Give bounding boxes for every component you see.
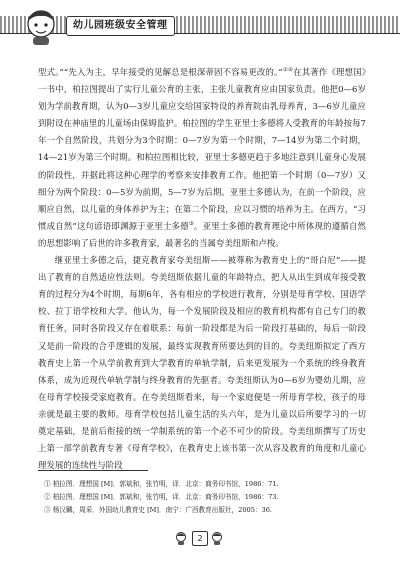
page-number: 2: [192, 531, 208, 546]
child-mascot-icon: [20, 6, 62, 46]
body-text: [38, 64, 366, 474]
right-mascot-icon: [210, 531, 224, 545]
paragraph-1-start: 型式。”“先入为主，早年接受的见解总是根深蒂固不容易更改的。”: [38, 67, 283, 77]
footnote-ref-2[interactable]: ②: [288, 67, 294, 74]
page-footer: [172, 528, 228, 548]
left-mascot-icon: [174, 531, 188, 545]
paragraph-1-body: 在其著作《理想国》一书中，柏拉图提出了实行儿童公育的主张，主张儿童教育应由国家负责。他把0—6岁划为学前教育期，认为0—3岁儿童应交给国家特设的养育院由乳母养育，3—6岁儿童应到附设在神庙里的儿童场由保姆监护。柏拉图的学生亚里士多德将人受教育的年龄按每7年一个自然阶段，共划分为3个时期：0—7岁为第一个时期，7—14岁为第二个时期，14—21岁为第三个时期。和柏拉图相比较，亚里士多德更趋于多地注意到儿童身心发展的阶段性，并据此将这种心理学的考察来安排教育工作。他把第一个时期（0—7岁）又细分为两个阶段：0—5岁为前期，5—7岁为后期。亚里士多德认为，在前一个阶段，应顺应自然，以儿童的身体养护为主；在第二个阶段，应以习惯的培养为主。在西方，“习惯成自然”这句谚语即渊源于亚里士多德: [38, 67, 367, 231]
header-title: 幼儿园班级安全管理: [66, 16, 175, 36]
footnote-1: ① 柏拉图．理想国 [M]．郭斌和，张竹明，译．北京：商务印书馆，1986：71.: [44, 480, 279, 488]
footnote-ref-1[interactable]: ①: [282, 67, 289, 74]
footnote-divider: [38, 470, 148, 471]
paragraph-1-end: 。亚里士多德的教育理论中所体现的遵循自然的思想影响了后世的许多教育家，最著名的当属夸美纽斯和卢梭。: [38, 220, 366, 248]
footnote-2: ② 柏拉图．理想国 [M]．郭斌和，张竹明，译．北京：商务印书馆，1986：73.: [44, 493, 279, 501]
footnote-ref-3[interactable]: ③: [188, 221, 194, 228]
footnotes: [44, 478, 364, 517]
page-header: [0, 0, 400, 52]
paragraph-1: [38, 64, 366, 252]
footnote-3: ③ 杨汉麟，周采．外国幼儿教育史 [M]．南宁：广西教育出版社，2005：36.: [44, 506, 272, 514]
paragraph-2: 继亚里士多德之后，捷克教育家夸美纽斯——被尊称为教育史上的“哥白尼”——提出了教育的自然适应性法则。夸美纽斯依据儿童的年龄特点，把人从出生到成年接受教育的过程分为4个时期，每期6年，各有相应的学校进行教育，分别是母育学校、国语学校、拉丁语学校和大学。他认为，每一个发展阶段及相应的教育机构都有自己专门的教育任务，同时各阶段又存在着联系：每前一阶段都是为后一阶段打基础的，每后一阶段又是前一阶段的合乎逻辑的发展，最终实现教育所要达到的目的。夸美纽斯拟定了西方教育史上第一个从学前教育到大学教育的单轨学制，后来更发展为一个系统的终身教育体系，成为近现代单轨学制与终身教育的先驱者。夸美纽斯认为0—6岁为婴幼儿期，应在母育学校接受家庭教育。在夸美纽斯看来，每一个家庭便是一所母育学校，孩子的母亲就是最主要的教师。母育学校包括儿童生活的头六年，是为儿童以后所要学习的一切奠定基础，是前后衔接的统一学制系统的第一个必不可少的阶段。夸美纽斯撰写了历史上第一部学前教育专著《母育学校》，在教育史上该书第一次从容及教育的角度和儿童心理发展的连续性与阶段: [38, 255, 366, 471]
